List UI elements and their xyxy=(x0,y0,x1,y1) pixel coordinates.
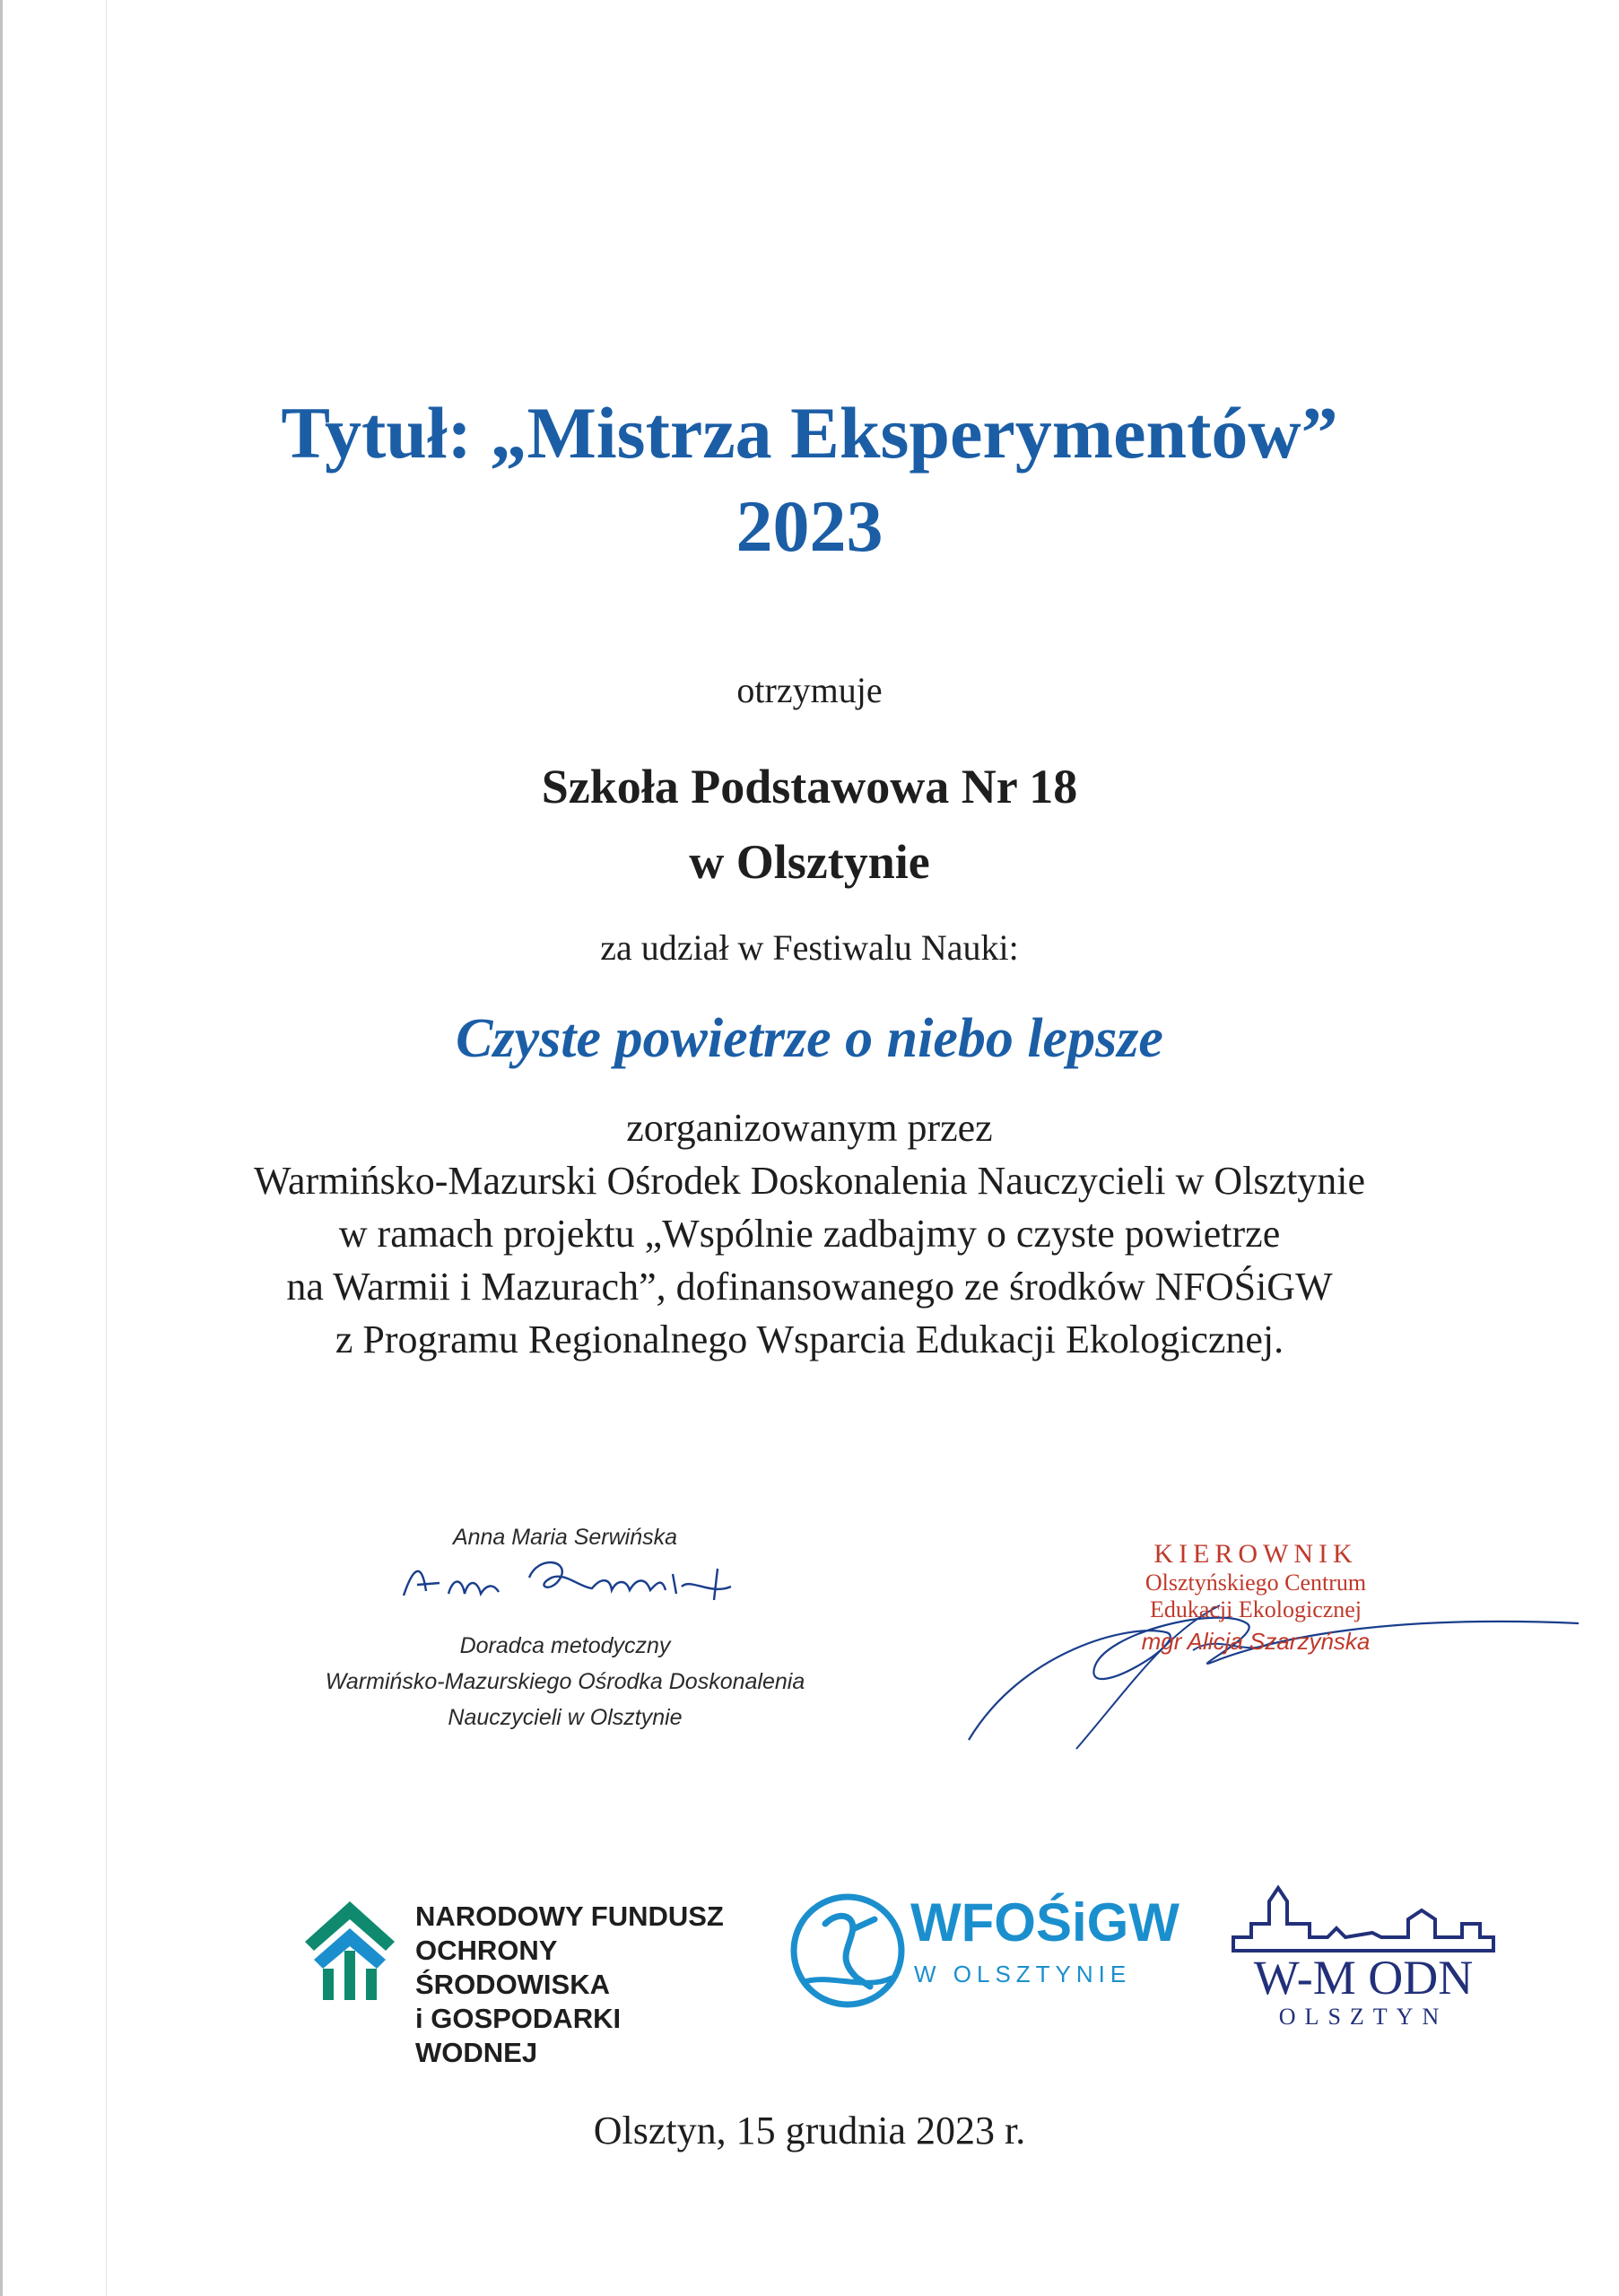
nfosigw-name-line: OCHRONY ŚRODOWISKA xyxy=(415,1935,610,2000)
nfosigw-name-line: i GOSPODARKI WODNEJ xyxy=(415,2003,622,2068)
signer-role-line: Doradca metodyczny xyxy=(459,1633,671,1658)
nfosigw-name-line: NARODOWY FUNDUSZ xyxy=(415,1900,724,1932)
issue-date: Olsztyn, 15 grudnia 2023 r. xyxy=(593,2109,1026,2152)
stamp-line: Edukacji Ekologicznej xyxy=(1149,1596,1362,1622)
nfosigw-emblem-icon xyxy=(300,1897,399,2005)
signer-role-line: Warmińsko-Mazurskiego Ośrodka Doskonalenia xyxy=(325,1669,805,1694)
wfosigw-name: WFOŚiGW xyxy=(910,1892,1179,1952)
signer-name: Anna Maria Serwińska xyxy=(452,1525,678,1550)
body-line: w ramach projektu „Wspólnie zadbajmy o czyste powietrze xyxy=(338,1212,1281,1256)
signer-role-line: Nauczycieli w Olsztynie xyxy=(448,1705,683,1730)
festival-intro: za udział w Festiwalu Nauki: xyxy=(600,927,1019,968)
nfosigw-logo xyxy=(300,1892,749,2068)
stamp-signer: mgr Alicja Szarzyńska xyxy=(1141,1628,1371,1655)
official-stamp xyxy=(951,1534,1453,1767)
wmodn-sub: OLSZTYN xyxy=(1278,2004,1449,2030)
castle-skyline-icon xyxy=(1229,1883,1498,1955)
title-year: 2023 xyxy=(736,485,883,567)
wfosigw-sub: W OLSZTYNIE xyxy=(914,1961,1132,1987)
stamp-line: Olsztyńskiego Centrum xyxy=(1145,1570,1367,1596)
wmodn-name: W-M ODN xyxy=(1253,1951,1474,2005)
body-line: zorganizowanym przez xyxy=(626,1106,993,1150)
handwritten-signature xyxy=(377,1551,753,1613)
wfosigw-logo xyxy=(785,1883,1179,2018)
wmodn-logo xyxy=(1229,1883,1498,2036)
body-line: z Programu Regionalnego Wsparcia Edukacji Ekologicznej. xyxy=(335,1318,1284,1361)
receives-text: otrzymuje xyxy=(736,670,883,710)
title-line1: Tytuł: „Mistrza Eksperymentów” xyxy=(281,392,1338,474)
sponsor-logos xyxy=(0,1883,1619,2068)
body-line: Warmińsko-Mazurski Ośrodek Doskonalenia Nauczycieli w Olsztynie xyxy=(253,1159,1366,1203)
school-city: w Olsztynie xyxy=(689,835,930,889)
stork-icon xyxy=(785,1888,910,2013)
stamp-title: KIEROWNIK xyxy=(1153,1539,1358,1569)
festival-name: Czyste powietrze o niebo lepsze xyxy=(456,1008,1163,1069)
body-line: na Warmii i Mazurach”, dofinansowanego ze środków NFOŚiGW xyxy=(286,1265,1333,1309)
school-name: Szkoła Podstawowa Nr 18 xyxy=(541,760,1078,813)
signature-block-left xyxy=(260,1525,870,1735)
